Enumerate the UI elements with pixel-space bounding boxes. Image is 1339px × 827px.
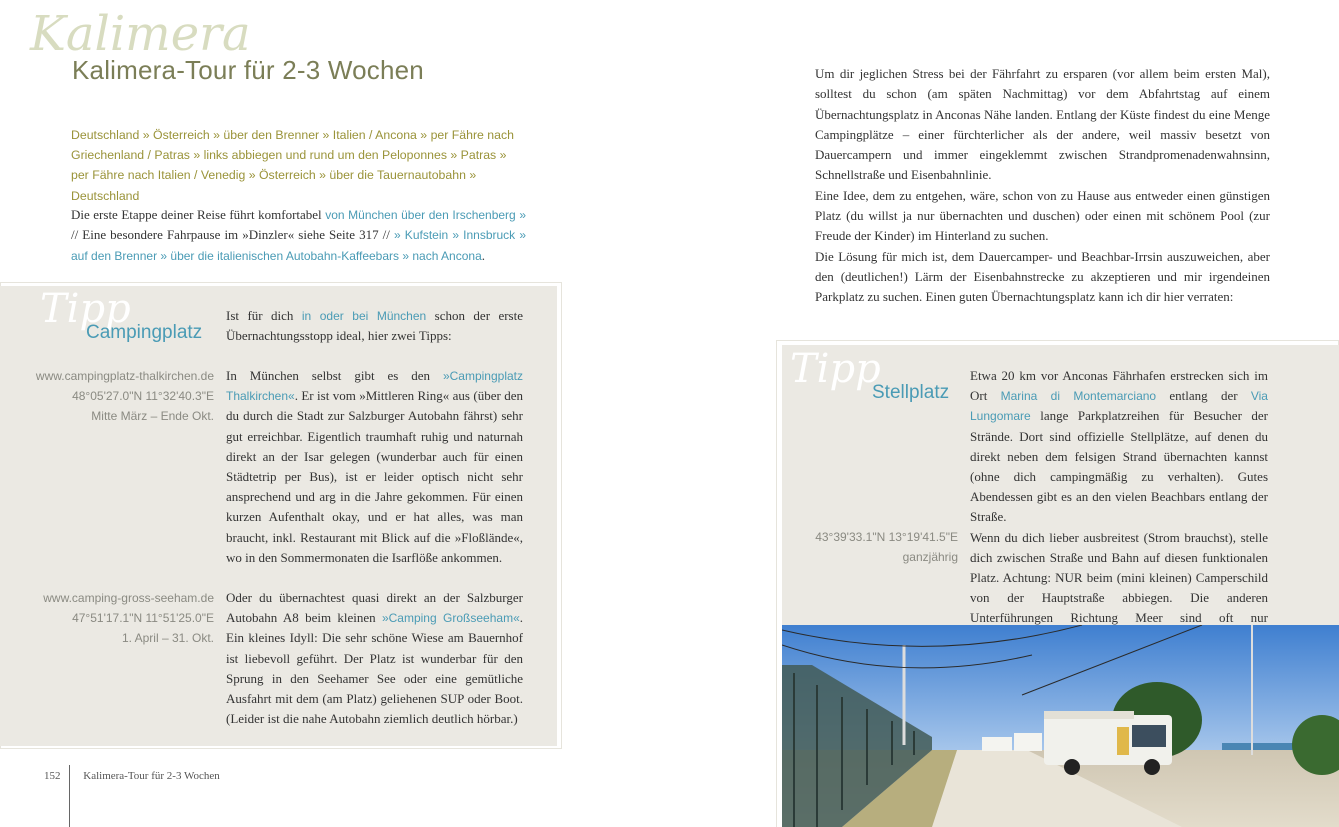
intro-paragraph xyxy=(71,205,526,266)
site-info-stellplatz xyxy=(782,527,958,567)
site-season-stellplatz: ganzjährig xyxy=(902,550,958,565)
stell-text-b: entlang der xyxy=(1156,388,1251,404)
para2-text-b: . Ein kleines Idyll: Die sehr schöne Wiese am Bauernhof ist liebevoll geführt. Der Platz ist wunderbar für den Sprung in den Seehamer See oder eine gemütliche Ausfahrt mit dem (am Platz) geliehenen SUP oder Boot. (Leider ist die nahe Autobahn ziemlich deutlich hörbar.) xyxy=(226,610,523,727)
stellplatz-photo xyxy=(782,625,1339,827)
tipp-heading-stellplatz: Stellplatz xyxy=(872,382,950,403)
page-footer xyxy=(44,770,220,782)
site-coords-thalkirchen: 48°05'27.0"N 11°32'40.3"E xyxy=(72,389,214,404)
stell-text-a: Etwa 20 km vor Anconas Fährhafen erstrecken sich im Ort xyxy=(970,368,1268,404)
intro-text-1: Die erste Etappe deiner Reise führt komfortabel xyxy=(71,207,326,222)
site-info-grossseeham xyxy=(0,588,214,649)
site-season-grossseeham: 1. April – 31. Okt. xyxy=(121,631,214,646)
tipp-lead-paragraph xyxy=(226,306,523,346)
paragraph-stellplatz xyxy=(970,366,1268,649)
lead-text-b: schon der erste Übernachtungsstopp ideal, hier zwei Tipps: xyxy=(226,308,523,344)
site-coords-grossseeham: 47°51'17.1"N 11°51'25.0"E xyxy=(72,611,214,626)
running-title: Kalimera-Tour für 2-3 Wochen xyxy=(83,770,220,782)
route-summary: Deutschland » Österreich » über den Brenner » Italien / Ancona » per Fähre nach Griechenland / Patras » links abbiegen und rund um den Peloponnes » Patras » per Fähre nach Italien / Venedig » Österreich » über die Tauernautobahn » Deutschland xyxy=(71,128,514,203)
para1-text-b: . Er ist vom »Mittleren Ring« aus (über den du durch die Stadt zur Salzburger Autobahn fährst) sehr gut erreichbar. Eigentlich traumhaft ruhig und naturnah direkt an der Isar gelegen (wunderbar auch für einen Städtetrip per Bus), ist er leider optisch nicht sehr ansprechend und arg in die Jahre gekommen. Für einen kurzen Aufenthalt okay, und er hat alles, was man braucht, inkl. Restaurant mit Blick auf die »Floßlände«, wo in den Sommermonaten die Isarflöße ankommen. xyxy=(226,388,523,565)
site-url-thalkirchen[interactable]: www.campingplatz-thalkirchen.de xyxy=(35,369,214,383)
paragraph-grossseeham xyxy=(226,588,523,729)
right-paragraph-1: Um dir jeglichen Stress bei der Fährfahrt zu ersparen (vor allem beim ersten Mal), solltest du schon (am späten Nachmittag) vor dem Abfahrtstag auf einem Übernachtungsplatz in Anconas Nähe landen. Entlang der Küste findest du eine Menge Campingplätze – einer fürchterlicher als der andere, weil massiv besetzt von Dauercampern und immer eingeklemmt zwischen Strandpromenadenwahnsinn, Schnellstraße und Eisenbahnlinie. xyxy=(815,66,1270,183)
site-url-grossseeham[interactable]: www.camping-gross-seeham.de xyxy=(43,591,214,605)
stell-text-c: lange Parkplatzreihen für Besucher der Strände. Dort sind offizielle Stellplätze, auf denen du direkt neben dem felsigen Strand übernachten kannst (ohne dich campingmäßig zu verhalten). Gutes Abendessen gibt es an den vielen Beachbars entlang der Straße. xyxy=(970,408,1268,525)
link-via-lungomare[interactable]: Via Lungomare xyxy=(970,389,1268,424)
para1-text-a: In München selbst gibt es den xyxy=(226,368,443,383)
link-marina-di-montemarciano[interactable]: Marina di Montemarciano xyxy=(1000,389,1157,404)
right-column-text xyxy=(815,64,1270,308)
lead-text-a: Ist für dich xyxy=(226,308,302,323)
page-title: Kalimera-Tour für 2-3 Wochen xyxy=(72,55,424,85)
route-link-kufstein[interactable]: » Kufstein » Innsbruck » auf den Brenner » über die italienischen Autobahn-Kaffeebars » nach Ancona xyxy=(71,228,526,263)
tipp-script-label-right: Tipp xyxy=(790,346,881,392)
site-coords-stellplatz: 43°39'33.1"N 13°19'41.5"E xyxy=(815,530,958,544)
decorative-script-heading: Kalimera xyxy=(30,6,251,62)
tipp-script-label: Tipp xyxy=(40,286,131,332)
intro-text-2: // Eine besondere Fahrpause im »Dinzler« siehe Seite 317 // xyxy=(71,227,394,243)
link-in-oder-bei-muenchen[interactable]: in oder bei München xyxy=(301,309,427,323)
right-paragraph-3: Die Lösung für mich ist, dem Dauercamper- und Beachbar-Irrsin auszuweichen, aber den (deutlichen!) Lärm der Eisenbahnstrecke zu akzeptieren und mir irgendeinen Parkplatz zu suchen. Einen guten Übernachtungsplatz kann ich dir hier verraten: xyxy=(815,248,1270,305)
intro-text-3: . xyxy=(481,247,485,263)
paragraph-thalkirchen xyxy=(226,366,523,568)
link-camping-grossseeham[interactable]: »Camping Großseeham« xyxy=(381,611,520,626)
para2-text-a: Oder du übernachtest quasi direkt an der Salzburger Autobahn A8 beim kleinen xyxy=(226,590,523,626)
right-paragraph-2: Eine Idee, dem zu entgehen, wäre, schon von zu Hause aus entweder einen günstigen Platz (du willst ja nur übernachten und duschen) oder einen mit schönem Pool (zur Freude der Kinder) im Hinterland zu suchen. xyxy=(815,187,1270,244)
site-season-thalkirchen: Mitte März – Ende Okt. xyxy=(91,409,214,424)
page-number: 152 xyxy=(44,770,61,782)
site-info-thalkirchen xyxy=(0,366,214,427)
stell-paragraph-2: Wenn du dich lieber ausbreitest (Strom brauchst), stelle dich zwischen Straße und Bahn auf diesen funktionalen Platz. Achtung: NUR beim (mini kleinen) Camperschild von der Hauptstraße abbiegen. Die anderen Unterführungen Richtung Meer sind oft nur xyxy=(970,529,1268,626)
link-campingplatz-thalkirchen[interactable]: »Campingplatz Thalkirchen« xyxy=(226,369,523,404)
tipp-heading-campingplatz: Campingplatz xyxy=(86,322,203,343)
route-link-muenchen[interactable]: von München über den Irschenberg » xyxy=(325,208,527,222)
